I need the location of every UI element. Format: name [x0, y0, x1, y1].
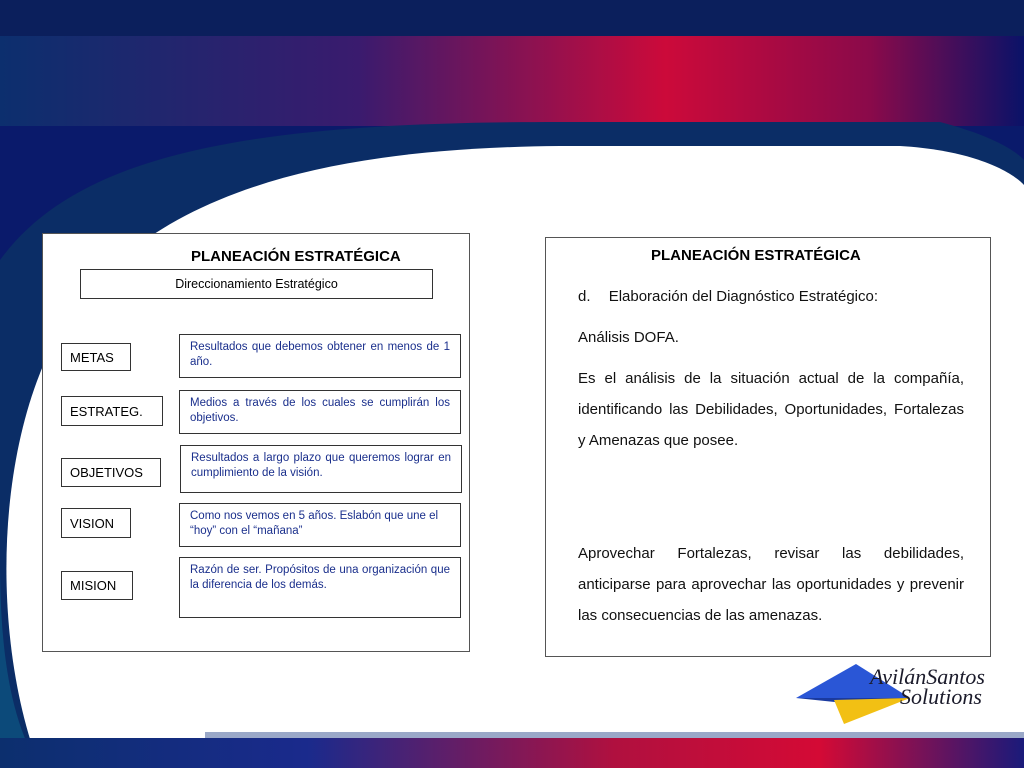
vision-label: VISION — [61, 508, 131, 538]
estrateg-description: Medios a través de los cuales se cumplirán los objetivos. — [179, 390, 461, 434]
right-text-panel — [545, 237, 991, 657]
right-title: PLANEACIÓN ESTRATÉGICA — [651, 247, 861, 264]
dofa-definition: Es el análisis de la situación actual de la compañía, identificando las Debilidades, Oportunidades, Fortalezas y Amenazas que posee. — [578, 370, 964, 449]
company-logo — [794, 660, 1020, 726]
item-text: Elaboración del Diagnóstico Estratégico: — [608, 288, 879, 305]
mision-description: Razón de ser. Propósitos de una organización que la diferencia de los demás. — [179, 557, 461, 618]
dofa-strategy: Aprovechar Fortalezas, revisar las debilidades, anticiparse para aprovechar las oportunidades y prevenir las consecuencias de las amenazas. — [578, 545, 964, 624]
dofa-heading: Análisis DOFA. — [578, 329, 679, 346]
subtitle-box: Direccionamiento Estratégico — [80, 269, 433, 299]
logo-line-2: Solutions — [900, 684, 982, 709]
estrateg-label: ESTRATEG. — [61, 396, 163, 426]
metas-label: METAS — [61, 343, 131, 371]
diagnostic-item — [578, 288, 964, 305]
left-title: PLANEACIÓN ESTRATÉGICA — [191, 248, 401, 265]
logo-line-1: AvilánSantos — [870, 664, 985, 689]
metas-description: Resultados que debemos obtener en menos de 1 año. — [179, 334, 461, 378]
mision-label: MISION — [61, 571, 133, 600]
objetivos-label: OBJETIVOS — [61, 458, 161, 487]
left-diagram-panel — [42, 233, 470, 652]
item-marker: d. — [578, 288, 591, 305]
vision-description: Como nos vemos en 5 años. Eslabón que une el “hoy” con el “mañana” — [179, 503, 461, 547]
objetivos-description: Resultados a largo plazo que queremos lograr en cumplimiento de la visión. — [180, 445, 462, 493]
